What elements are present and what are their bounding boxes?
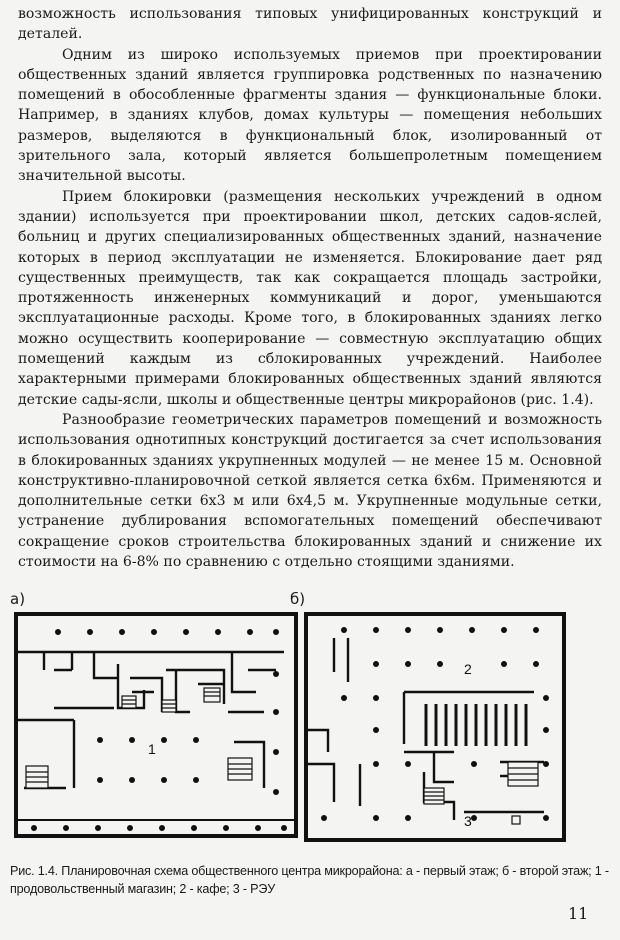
paragraph-blocking: Прием блокировки (размещения нескольких учреждений в одном здании) используется при проектировании школ, детских садов-яслей, больниц и других специализированных общественных зданий, назначение которых в период эксплуатации не изменяется. Блокирование дает ряд существенных преимуществ, так как сокращается площадь застройки, протяженность инженерных коммуникаций и дорог, уменьшаются эксплуатационные расходы. Кроме того, в блокированных зданиях легко можно осуществить кооперирование — совместную эксплуатацию общих помещений каждым из сблокированных учреждений. Наиболее характерными примерами блокированных общественных зданий являются детские сады-ясли, школы и общественные центры микрорайонов (рис. 1.4). [18, 188, 602, 408]
floor-plan-b [304, 612, 570, 848]
figure-label-a: а) [10, 590, 26, 608]
plan-b-room-number-top: 2 [464, 661, 472, 677]
page-number: 11 [568, 904, 589, 923]
body-text [18, 4, 602, 572]
paragraph-modules: Разнообразие геометрических параметров помещений и возможность использования однотипных конструкций достигается за счет использования в блокированных зданиях укрупненных модулей — не менее 15 м. Основной конструктивно-планировочной сеткой является сетка 6х6м. Применяются и дополнительные сетки 6х3 м или 6х4,5 м. Укрупненные модульные сетки, устранение дублирования вспомогательных помещений обеспечивают сокращение сроков строительства блокированных зданий и снижение их стоимости на 6-8% по сравнению с отдельно стоящими зданиями. [18, 411, 602, 571]
plan-a-room-number: 1 [148, 741, 156, 757]
floor-plan-a [14, 612, 298, 844]
paragraph-functional-blocks: Одним из широко используемых приемов при проектировании общественных зданий является группировка родственных по назначению помещений в обособленные фрагменты здания — функциональные блоки. Например, в зданиях клубов, домах культуры — помещения небольших размеров, выделяются в функциональный блок, изолированный от зрительного зала, который является большепролетным помещением значительной высоты. [18, 46, 602, 185]
figure-label-b: б) [290, 590, 306, 608]
plan-b-room-number-bottom: 3 [464, 813, 472, 829]
paragraph-continuation: возможность использования типовых унифицированных конструкций и деталей. [18, 6, 602, 43]
figure-caption: Рис. 1.4. Планировочная схема общественного центра микрорайона: а - первый этаж; б - второй этаж; 1 - продовольственный магазин; 2 - кафе; 3 - РЭУ [10, 864, 609, 896]
